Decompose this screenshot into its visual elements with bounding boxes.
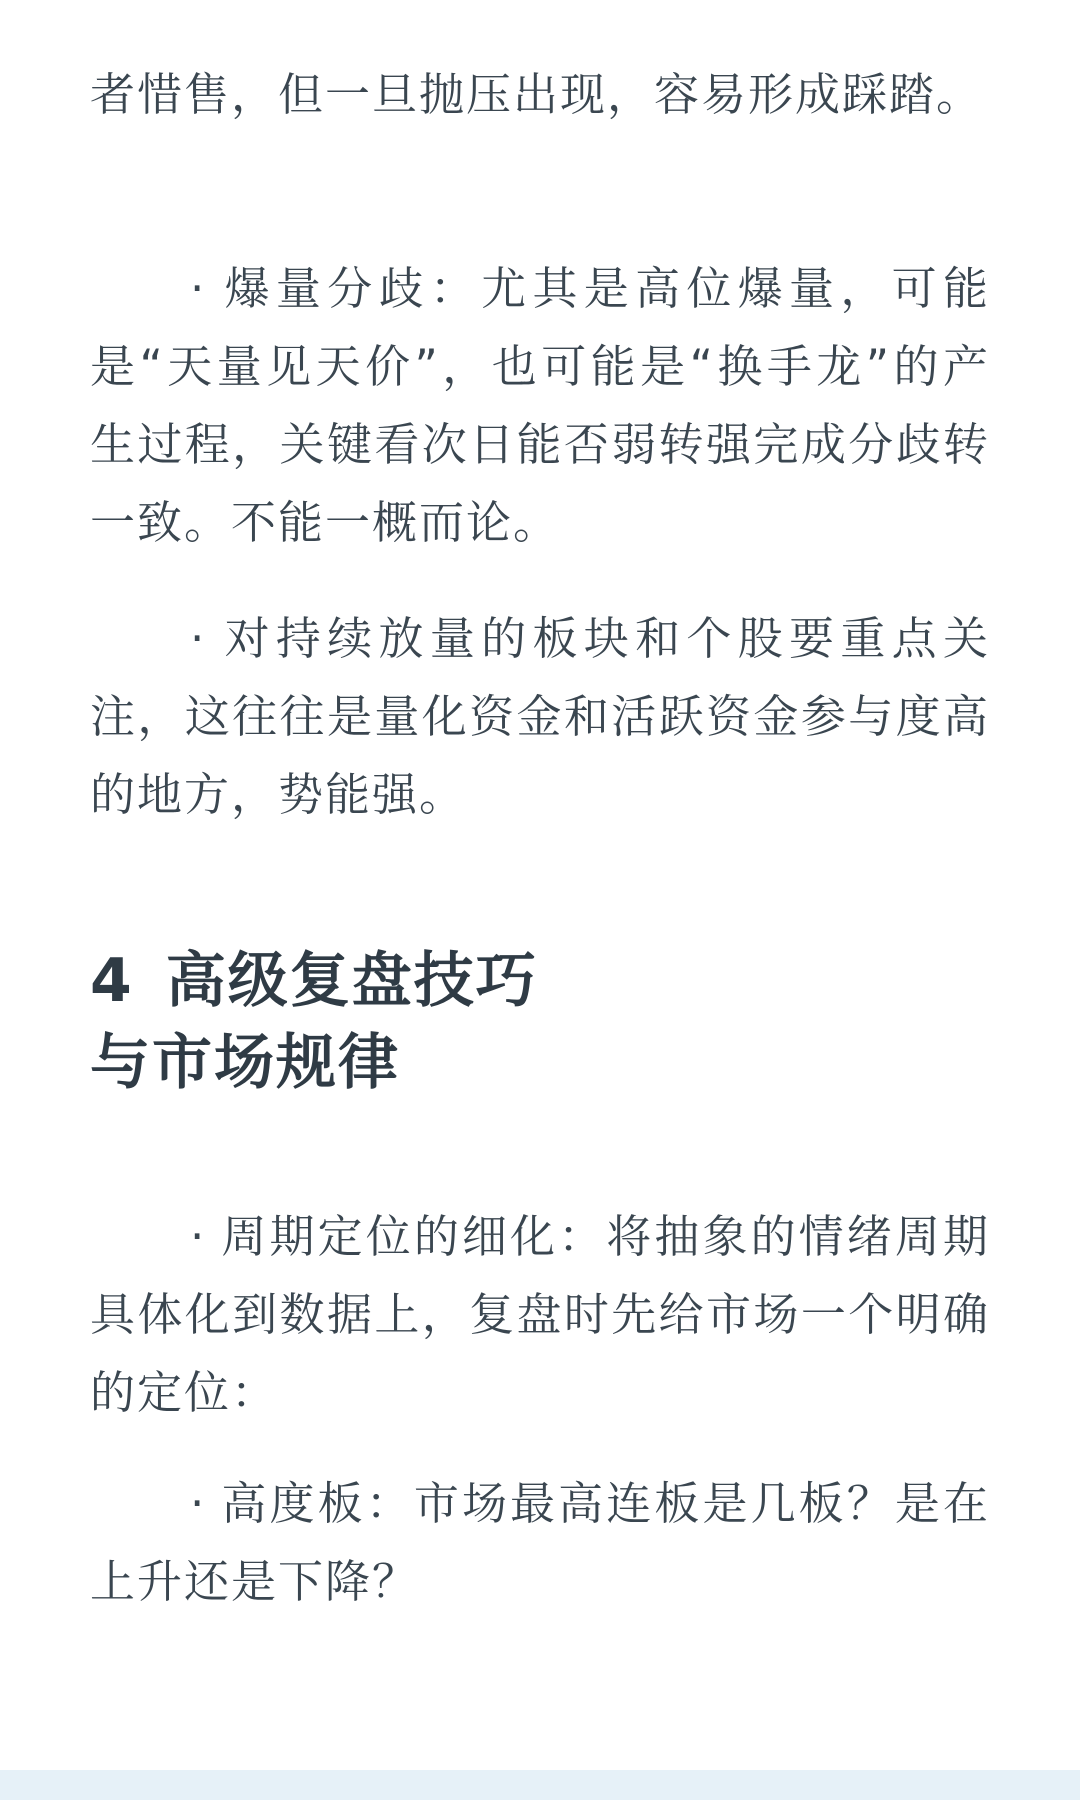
- bullet-paragraph-sustained-volume: [90, 600, 990, 834]
- bullet-dot: ·: [190, 1210, 207, 1263]
- paragraph-text: 高度板：市场最高连板是几板？是在上升还是下降？: [90, 1477, 990, 1608]
- bullet-dot: ·: [190, 1477, 207, 1530]
- paragraph-text: 周期定位的细化：将抽象的情绪周期具体化到数据上，复盘时先给市场一个明确的定位：: [90, 1210, 990, 1419]
- paragraph-text: 者惜售，但一旦抛压出现，容易形成踩踏。: [90, 68, 984, 121]
- paragraph-continuation: [90, 56, 990, 134]
- bullet-dot: ·: [190, 262, 207, 315]
- section-title-part-2: 与市场规律: [90, 1028, 400, 1098]
- bullet-paragraph-highest-board: [90, 1465, 990, 1621]
- bottom-bar: [0, 1770, 1080, 1800]
- bullet-paragraph-cycle-positioning: [90, 1198, 990, 1432]
- section-number: 4: [90, 946, 134, 1016]
- section-title-part-1: 高级复盘技巧: [165, 946, 538, 1016]
- section-heading-line-1: [90, 940, 990, 1022]
- section-heading: [90, 940, 990, 1104]
- bullet-paragraph-volume-divergence: [90, 250, 990, 562]
- paragraph-text: 爆量分歧：尤其是高位爆量，可能是“天量见天价”，也可能是“换手龙”的产生过程，关键看次日能否弱转强完成分歧转一致。不能一概而论。: [90, 262, 990, 549]
- bullet-dot: ·: [190, 612, 207, 665]
- paragraph-text: 对持续放量的板块和个股要重点关注，这往往是量化资金和活跃资金参与度高的地方，势能强。: [90, 612, 990, 821]
